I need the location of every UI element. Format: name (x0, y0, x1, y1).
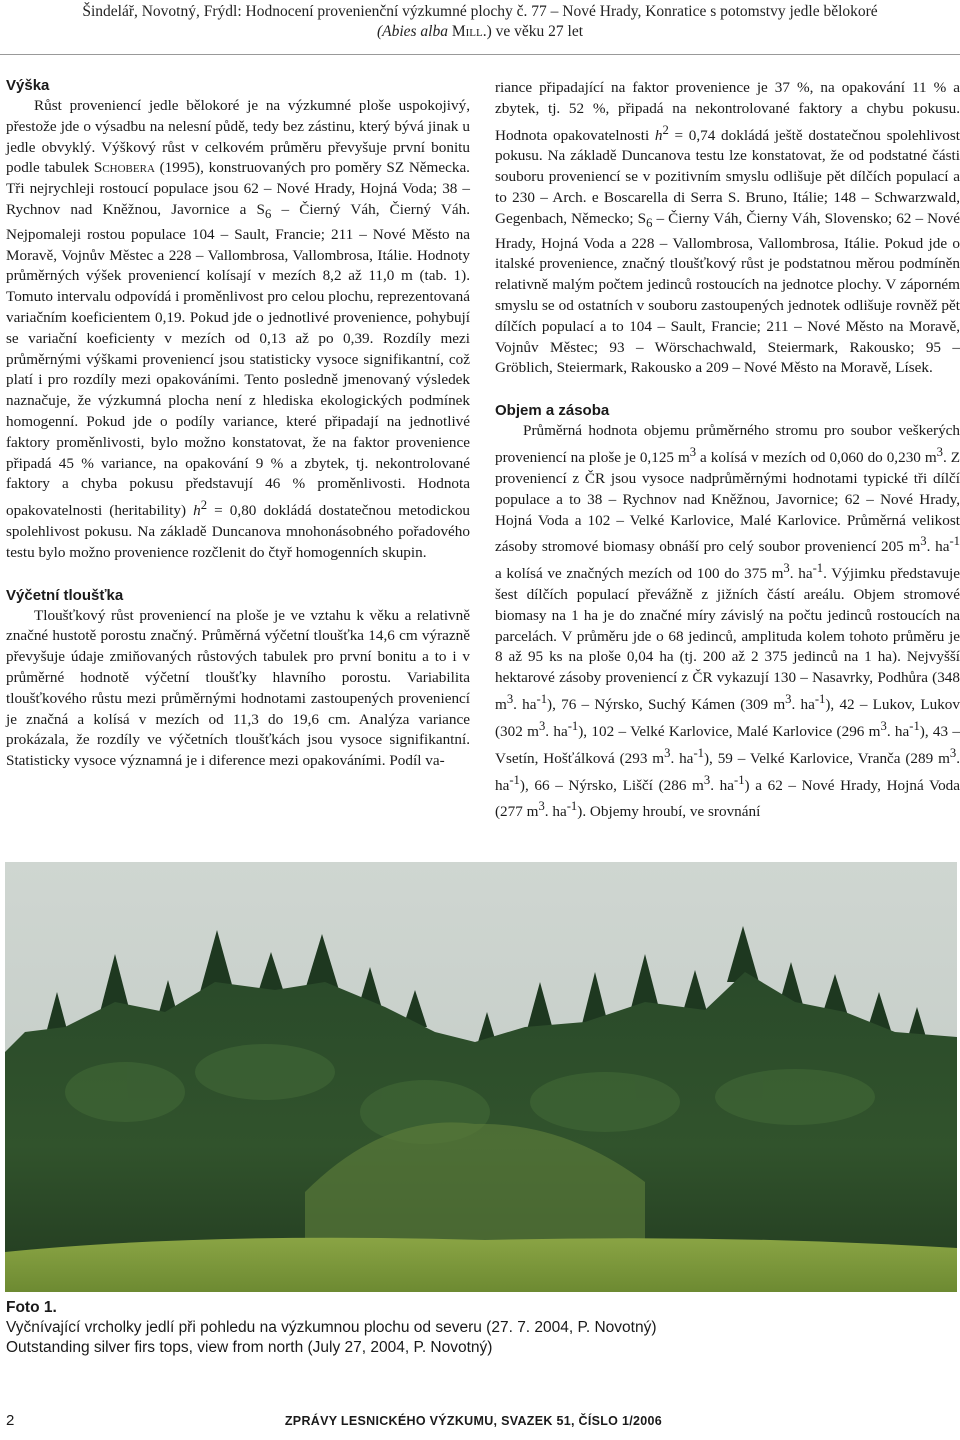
text-run: = 0,74 dokládá ještě dostatečnou spolehlivost pokusu. Na základě Duncanova testu lze konstatovat, že od podstatné části souboru proveniencí se v pozitivním smyslu odlišuje pět dílčích populací a to 230 – Arch. e Boscarella di Serra S. Bruno, Itálie; 148 – Schwarzwald, Gegenbach, Německo; S (495, 126, 960, 227)
superscript: -1 (536, 692, 548, 706)
forest-photo (5, 862, 957, 1292)
text-run: . ha (495, 749, 960, 794)
superscript: -1 (909, 718, 920, 733)
text-run: ). Objemy hroubí, ve srovnání (577, 803, 761, 821)
page-number: 2 (6, 1412, 15, 1429)
page-footer (0, 1412, 960, 1436)
figure-caption-czech: Vyčnívající vrcholky jedlí při pohledu na výzkumnou plochu od severu (27. 7. 2004, P. Novotný) (6, 1319, 657, 1336)
text-run: – Čierný Váh, Čierný Váh. Nejpomaleji rostou populace 104 – Sault, Francie; 211 – Nové Město na Moravě, Vojnův Městec a 228 – Vallombrosa, Vallombrosa, Itálie. Hodnoty průměrných výšek proveniencí kolísají v mezích 8,2 až 11,0 m (tab. 1). Tomuto intervalu odpovídá i proměnlivost pro celou plochu, reprezentovaná variačním koeficientem 0,19. Pokud jde o jednotlivé provenience, pohybují se variační koeficienty v mezích od 0,13 až po 0,39. Rozdíly mezi průměrnými výškami proveniencí jsou statisticky vysoce signifikantní, což platí i pro rozdíly mezi opakováními. Tento posledně jmenovaný výsledek naznačuje, že výzkumná plocha není z hlediska ekologických podmínek homogenní. Pokud jde o podíly variance, které připadají na jednotlivé faktory proměnlivosti, bylo možno konstatovat, že na faktor provenience připadá 45 % variance, na opakování 9 % a zbytek, tj. nekontrolované faktory a chyba pokusu představují 46 % proměnlivosti. Hodnota opakovatelnosti (heritability) (6, 200, 470, 520)
text-run: . ha (791, 696, 815, 714)
meadow (5, 1238, 957, 1292)
left-column (6, 76, 470, 772)
superscript: 2 (200, 498, 208, 513)
text-run: . Výjimku představuje šest dílčích populací převážně z jižních částí areálu. Objem stromové biomasy na 1 ha je do značné míry závislý na počtu jedinců rostoucích na parcelách. V průměru jde o 68 jedinců, amplituda kolem tohoto průměru je 8 až 95 ks na ploše 0,04 ha (tj. 200 až 2 375 jedinců na 1 ha). Nejvyšší hektarové zásoby proveniencí z ČR vykazují 130 – Nasavrky, Podhůra (348 m (495, 565, 960, 714)
superscript: 3 (880, 718, 887, 733)
text-run: a kolísá v mezích od 0,060 do 0,230 m (696, 449, 937, 467)
text-run: Růst proveniencí jedle bělokoré je na výzkumné ploše uspokojivý, přestože jde o výsadbu na nelesní půdě, tedy bez zástinu, který bývá jinak u jedle obvyklý. Výškový růst v celkovém průměru převyšuje první bonitu podle tabulek (6, 97, 470, 177)
text-run: ), 102 – Velké Karlovice, Malé Karlovice (296 m (578, 722, 881, 740)
text-run: . ha (789, 565, 813, 583)
text-run: (1995), konstruovaných pro poměry SZ Německa. Tři nejrychleji rostoucí populace jsou 62 – Nové Hrady, Hojná Voda; 38 – Rychnov nad Kněžnou, Javornice a S (6, 159, 470, 218)
right-column (495, 78, 960, 823)
text-run: a kolísá ve značných mezích od 100 do 375 m (495, 565, 784, 583)
superscript: 3 (785, 692, 792, 706)
superscript: -1 (509, 772, 520, 787)
subscript: 6 (264, 207, 272, 222)
heading-tloustka: Výčetní tloušťka (6, 586, 124, 604)
text-run: . Z proveniencí z ČR jsou vysoce nadprůměrnými hodnotami typické tři dílčí populace a to 38 – Rychnov nad Kněžnou, Javornice; 62 – Nové Hrady, Hojná Voda a 102 – Velké Karlovice, Malé Karlovice. Průměrná velikost zásoby stromové biomasy obnáší pro celý soubor proveniencí 205 m (495, 449, 960, 556)
superscript: 3 (538, 718, 546, 733)
text-run: ), 43 – Vsetín, Hošťálková (293 m (495, 722, 960, 767)
header-line-2 (0, 22, 960, 42)
figure-caption (6, 1298, 946, 1358)
superscript: 3 (689, 445, 697, 460)
paragraph-variance (495, 78, 960, 379)
paragraph-vyska (6, 96, 470, 564)
text-run: . ha (886, 722, 910, 740)
text-run: – Čierny Váh, Čierny Váh, Slovensko; 62 – Nové Hrady, Hojná Voda a 228 – Vallombrosa, Vallombrosa, Itálie. Pokud jde o italské provenience, značný tloušťkový růst je podstatnou měrou podmíněn relativně malým počtem jedinců rostoucích na jednotce plochy. V záporném smyslu se od ostatních v souboru zastoupených jednotek odlišuje rovněž pět dílčích populací a to 104 – Sault, Francie; 211 – Nové Město na Moravě, Vojnův Městec; 93 – Wörschachwald, Steiermark, Rakousko; 95 – Gröblich, Steiermark, Rakousko a 209 – Nové Město na Moravě, Lísek. (495, 209, 960, 377)
superscript: 2 (662, 122, 669, 137)
author-schober: Schobera (93, 159, 155, 177)
superscript: -1 (733, 772, 745, 787)
superscript: 3 (506, 692, 514, 706)
superscript: -1 (693, 745, 704, 760)
text-run: ) a 62 – Nové Hrady, Hojná Voda (277 m (495, 776, 960, 821)
superscript: -1 (812, 561, 824, 576)
text-run: Průměrná hodnota objemu průměrného stromu pro soubor veškerých proveniencí na ploše je 0,125 m (495, 422, 960, 467)
text-run: riance připadající na faktor provenience je 37 %, na opakování 11 % a zbytek, tj. 52 %, připadá na nekontrolované faktory a chybu pokusu. Hodnota opakovatelnosti (495, 79, 960, 144)
header-rule (0, 54, 960, 55)
superscript: 3 (538, 799, 545, 814)
paragraph-objem (495, 421, 960, 823)
superscript: 3 (664, 745, 671, 760)
forest-photo-drawing (5, 862, 957, 1292)
heading-objem: Objem a zásoba (495, 402, 610, 420)
figure-caption-english: Outstanding silver firs tops, view from north (July 27, 2004, P. Novotný) (6, 1339, 493, 1356)
journal-name: ZPRÁVY LESNICKÉHO VÝZKUMU, SVAZEK 51, ČÍSLO 1/2006 (284, 1414, 662, 1428)
header-line-1: Šindelář, Novotný, Frýdl: Hodnocení provenienční výzkumné plochy č. 77 – Nové Hrady, Konratice s potomstvy jedle bělokoré (82, 3, 878, 20)
text-run: ), 66 – Nýrsko, Liščí (286 m (519, 776, 704, 794)
superscript: -1 (814, 692, 826, 706)
text-run: ), 76 – Nýrsko, Suchý Kámen (309 m (547, 696, 786, 714)
superscript: 3 (949, 745, 957, 760)
superscript: 3 (783, 561, 790, 576)
text-run: ), 42 – Lukov, Lukov (302 m (495, 696, 960, 740)
superscript: 3 (936, 445, 943, 460)
heritability-symbol: h (193, 502, 201, 520)
heading-vyska: Výška (6, 77, 50, 94)
text-run: = 0,80 dokládá dostatečnou metodickou spolehlivost pokusu. Na základě Duncanova mnohonásobného pořadového testu bylo možno provenience rozčlenit do čtyř homogenních skupin. (6, 502, 471, 561)
text-run: . ha (710, 776, 734, 794)
superscript: -1 (949, 534, 960, 549)
subscript: 6 (646, 215, 653, 230)
figure-title: Foto 1. (6, 1299, 57, 1316)
superscript: 3 (920, 534, 927, 549)
text-run: . ha (926, 538, 950, 556)
text-run: . ha (513, 696, 537, 714)
superscript: 3 (703, 772, 711, 787)
paragraph-tloustka: Tloušťkový růst proveniencí na ploše je ve vztahu k věku a relativně značné hustotě porostu značný. Průměrná výčetní tloušťka 14,6 cm výrazně převyšuje údaje zmiňovaných růstových tabulek pro první bonitu a to i v průměrné hodnotě výčetní tloušťky hlavního porostu. Variabilita tloušťkového růstu mezi průměrnými hodnotami zastoupených proveniencí je značná a kolísá v mezích od 11,3 do 19,6 cm. Analýza variance prokázala, že rozdíly ve výčetních tloušťkách jsou vysoce signifikantní. Statisticky vysoce významná je i diference mezi opakováními. Podíl va- (6, 606, 470, 770)
text-run: ), 59 – Velké Karlovice, Vranča (289 m (703, 749, 950, 767)
species-author: Mill (451, 23, 483, 40)
species-name: (Abies alba (376, 23, 452, 40)
text-run: . ha (545, 722, 568, 740)
text-run: . ha (670, 749, 694, 767)
superscript: -1 (567, 718, 579, 733)
superscript: -1 (566, 799, 578, 814)
heritability-symbol: h (654, 126, 663, 144)
header-age: .) ve věku 27 let (482, 23, 584, 40)
text-run: . ha (544, 803, 567, 821)
